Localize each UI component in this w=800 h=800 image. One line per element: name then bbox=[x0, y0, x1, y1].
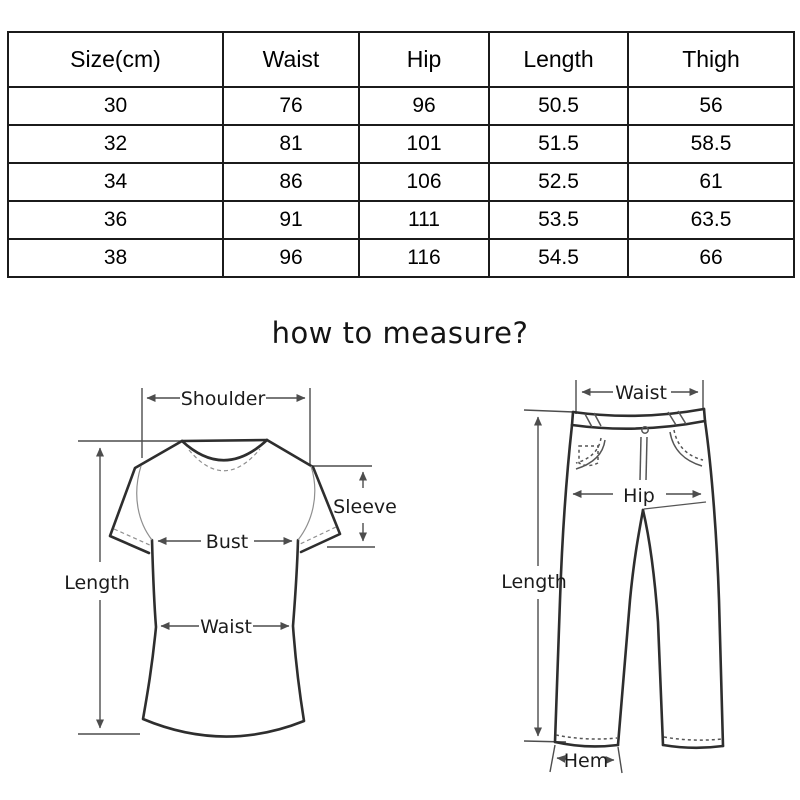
pants-length-label: Length bbox=[501, 571, 567, 593]
pants-measure-diagram bbox=[495, 372, 795, 787]
how-to-measure-heading: how to measure? bbox=[271, 316, 529, 350]
pants-outline bbox=[555, 409, 723, 748]
cell-thigh: 56 bbox=[628, 87, 794, 125]
left-hem-edge bbox=[555, 742, 618, 746]
cell-thigh: 58.5 bbox=[628, 125, 794, 163]
table-row bbox=[8, 125, 794, 163]
cell-hip: 116 bbox=[359, 239, 489, 277]
shirt-body bbox=[143, 540, 304, 737]
pants-hem-label: Hem bbox=[563, 750, 609, 772]
shirt-sleeve-label: Sleeve bbox=[333, 496, 397, 518]
shirt-shoulder-label: Shoulder bbox=[180, 388, 266, 410]
cell-hip: 111 bbox=[359, 201, 489, 239]
shirt-length-label: Length bbox=[64, 572, 130, 594]
cell-thigh: 61 bbox=[628, 163, 794, 201]
fly-line-right bbox=[646, 437, 647, 480]
cell-size: 36 bbox=[8, 201, 223, 239]
cell-waist: 96 bbox=[223, 239, 359, 277]
cell-length: 50.5 bbox=[489, 87, 628, 125]
left-armhole-seam bbox=[137, 466, 152, 540]
shirt-waist-label: Waist bbox=[200, 616, 252, 638]
cell-size: 32 bbox=[8, 125, 223, 163]
left-inner-seam bbox=[618, 510, 643, 745]
belt-loop-left-1 bbox=[585, 414, 592, 427]
fly-line-left bbox=[640, 437, 641, 480]
cell-hip: 106 bbox=[359, 163, 489, 201]
hem-ext-right bbox=[618, 747, 622, 773]
waistband-left-end bbox=[572, 412, 573, 425]
hem-ext-left bbox=[550, 745, 555, 772]
header-size: Size(cm) bbox=[8, 32, 223, 87]
shirt-top-line bbox=[182, 440, 267, 441]
header-waist: Waist bbox=[223, 32, 359, 87]
cell-waist: 76 bbox=[223, 87, 359, 125]
right-pocket-edge bbox=[670, 432, 702, 466]
cell-hip: 96 bbox=[359, 87, 489, 125]
cell-length: 51.5 bbox=[489, 125, 628, 163]
right-hem-edge bbox=[663, 745, 723, 748]
cell-size: 38 bbox=[8, 239, 223, 277]
pants-hip-label: Hip bbox=[623, 485, 655, 507]
right-outer-seam bbox=[705, 421, 723, 746]
coin-pocket bbox=[579, 446, 598, 466]
cell-thigh: 63.5 bbox=[628, 201, 794, 239]
pants-details bbox=[556, 411, 722, 740]
cell-length: 53.5 bbox=[489, 201, 628, 239]
shirt-outline bbox=[110, 440, 340, 737]
cell-hip: 101 bbox=[359, 125, 489, 163]
shirt-bust-label: Bust bbox=[205, 531, 249, 553]
header-thigh: Thigh bbox=[628, 32, 794, 87]
shirt-measure-diagram bbox=[60, 378, 400, 780]
right-armhole-seam bbox=[298, 466, 315, 540]
cell-thigh: 66 bbox=[628, 239, 794, 277]
header-length: Length bbox=[489, 32, 628, 87]
table-row bbox=[8, 239, 794, 277]
size-table bbox=[7, 31, 795, 278]
cell-waist: 81 bbox=[223, 125, 359, 163]
cell-size: 30 bbox=[8, 87, 223, 125]
right-pocket-seam bbox=[674, 430, 703, 460]
cell-size: 34 bbox=[8, 163, 223, 201]
pants-waist-label: Waist bbox=[615, 382, 667, 404]
cell-length: 54.5 bbox=[489, 239, 628, 277]
shirt-right-sleeve bbox=[267, 440, 340, 552]
table-row bbox=[8, 87, 794, 125]
waistband-top bbox=[573, 409, 704, 416]
waistband-right-end bbox=[704, 409, 705, 421]
table-row bbox=[8, 201, 794, 239]
size-table-container bbox=[7, 31, 795, 278]
table-row bbox=[8, 163, 794, 201]
cell-length: 52.5 bbox=[489, 163, 628, 201]
right-hem-seam bbox=[664, 737, 722, 740]
pants-length-ext-top bbox=[524, 410, 574, 412]
shirt-collar bbox=[182, 440, 267, 460]
right-inner-seam bbox=[643, 510, 663, 745]
cell-waist: 86 bbox=[223, 163, 359, 201]
cell-waist: 91 bbox=[223, 201, 359, 239]
shirt-left-sleeve bbox=[110, 441, 182, 553]
header-hip: Hip bbox=[359, 32, 489, 87]
left-hem-seam bbox=[556, 735, 617, 739]
right-cuff-seam bbox=[298, 527, 336, 545]
table-header-row bbox=[8, 32, 794, 87]
